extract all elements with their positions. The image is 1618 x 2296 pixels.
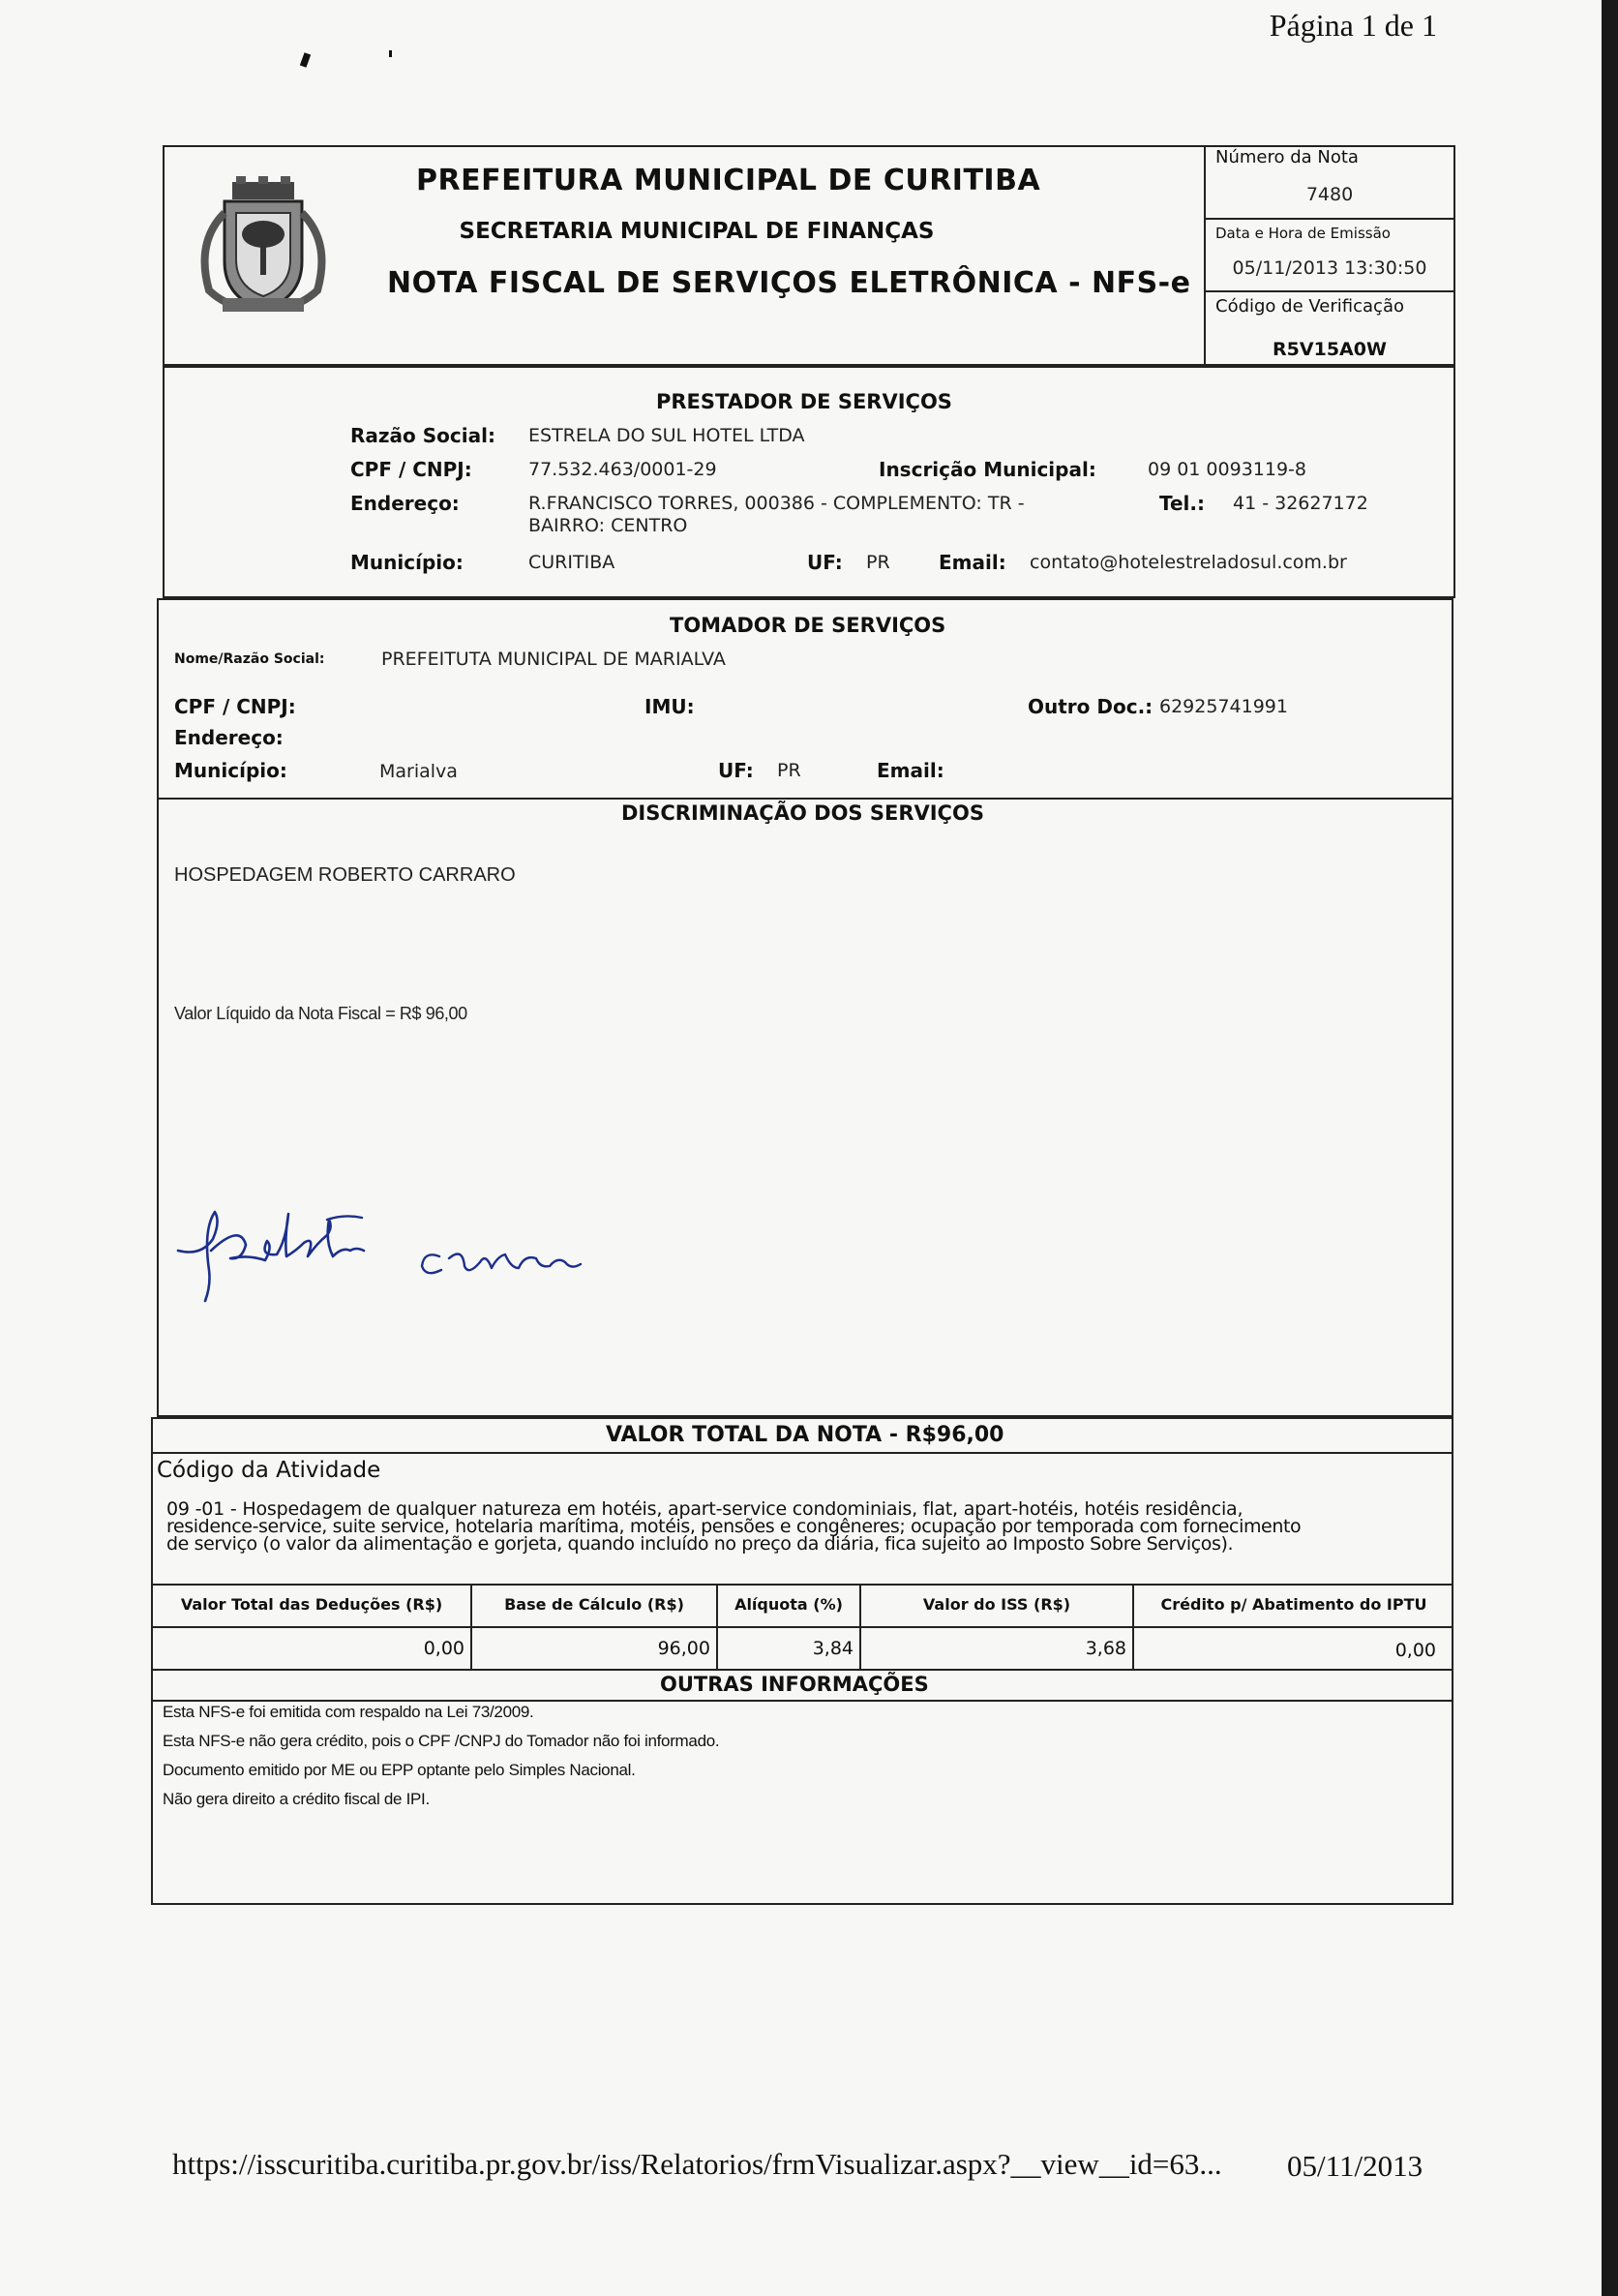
scan-speck	[389, 50, 392, 57]
tomador-imu-label: IMU:	[644, 695, 695, 718]
total-box	[151, 1417, 1453, 1905]
tomador-cnpj-label: CPF / CNPJ:	[174, 695, 296, 718]
inscricao-municipal-value: 09 01 0093119-8	[1148, 459, 1306, 480]
outras-informacoes-title: OUTRAS INFORMAÇÕES	[660, 1673, 929, 1696]
document-title: NOTA FISCAL DE SERVIÇOS ELETRÔNICA - NFS-e	[387, 266, 1191, 300]
tomador-title: TOMADOR DE SERVIÇOS	[670, 614, 946, 637]
inscricao-municipal-label: Inscrição Municipal:	[879, 458, 1096, 481]
prestador-municipio-value: CURITIBA	[528, 552, 615, 573]
header-aliquota: Alíquota (%)	[734, 1595, 843, 1614]
tomador-endereco-label: Endereço:	[174, 726, 284, 749]
info-line-3: Documento emitido por ME ou EPP optante pelo Simples Nacional.	[163, 1761, 636, 1779]
header-credito-iptu: Crédito p/ Abatimento do IPTU	[1160, 1595, 1427, 1614]
prestador-cnpj-value: 77.532.463/0001-29	[528, 459, 717, 480]
prestador-endereco-line1: R.FRANCISCO TORRES, 000386 - COMPLEMENTO: TR -	[528, 493, 1025, 514]
info-line-2: Esta NFS-e não gera crédito, pois o CPF /CNPJ do Tomador não foi informado.	[163, 1732, 720, 1750]
value-deducoes: 0,00	[423, 1638, 464, 1659]
prestador-title: PRESTADOR DE SERVIÇOS	[656, 390, 952, 413]
value-base-calculo: 96,00	[657, 1638, 710, 1659]
discriminacao-line2: Valor Líquido da Nota Fiscal = R$ 96,00	[174, 1004, 467, 1023]
prestador-uf-label: UF:	[807, 551, 843, 574]
page-title: PREFEITURA MUNICIPAL DE CURITIBA	[416, 164, 1041, 197]
outro-doc-value: 62925741991	[1159, 696, 1288, 717]
data-emissao-value: 05/11/2013 13:30:50	[1232, 257, 1427, 279]
discriminacao-title: DISCRIMINAÇÃO DOS SERVIÇOS	[621, 801, 984, 825]
prestador-endereco-label: Endereço:	[350, 492, 460, 515]
page-number: Página 1 de 1	[1269, 8, 1437, 43]
header-base-calculo: Base de Cálculo (R$)	[504, 1595, 684, 1614]
prestador-endereco-line2: BAIRRO: CENTRO	[528, 515, 688, 536]
numero-label: Número da Nota	[1215, 147, 1359, 167]
info-line-4: Não gera direito a crédito fiscal de IPI.	[163, 1790, 430, 1808]
tel-label: Tel.:	[1159, 492, 1206, 515]
tomador-uf-value: PR	[777, 760, 801, 781]
atividade-line3: de serviço (o valor da alimentação e gorjeta, quando incluído no preço da diária, fica sujeito ao Imposto Sobre Serviços).	[166, 1533, 1234, 1555]
atividade-line2: residence-service, suite service, hotelaria marítima, motéis, pensões e congêneres; ocupação por temporada com fornecimento	[166, 1516, 1302, 1537]
tomador-nome-label: Nome/Razão Social:	[174, 651, 325, 667]
value-iss: 3,68	[1085, 1638, 1126, 1659]
razao-social-label: Razão Social:	[350, 424, 495, 447]
tomador-email-label: Email:	[877, 759, 944, 782]
header-valor-iss: Valor do ISS (R$)	[922, 1595, 1071, 1614]
tomador-municipio-label: Município:	[174, 759, 287, 782]
tomador-uf-label: UF:	[718, 759, 754, 782]
prestador-uf-value: PR	[866, 552, 890, 573]
value-credito-iptu: 0,00	[1394, 1640, 1436, 1661]
header-divider	[1204, 145, 1206, 366]
footer-date: 05/11/2013	[1287, 2149, 1423, 2183]
prestador-email-label: Email:	[939, 551, 1006, 574]
discriminacao-line1: HOSPEDAGEM ROBERTO CARRARO	[174, 864, 516, 886]
codigo-atividade-label: Código da Atividade	[157, 1458, 381, 1483]
info-line-1: Esta NFS-e foi emitida com respaldo na Lei 73/2009.	[163, 1703, 534, 1721]
prestador-municipio-label: Município:	[350, 551, 464, 574]
tomador-municipio-value: Marialva	[379, 761, 458, 782]
value-aliquota: 3,84	[812, 1638, 854, 1659]
razao-social-value: ESTRELA DO SUL HOTEL LTDA	[528, 425, 805, 446]
outro-doc-label: Outro Doc.:	[1028, 695, 1154, 718]
numero-value: 7480	[1305, 184, 1354, 205]
footer-url: https://isscuritiba.curitiba.pr.gov.br/iss/Relatorios/frmVisualizar.aspx?__view__id=63...	[172, 2147, 1222, 2181]
curitiba-coat-of-arms-icon	[186, 174, 341, 319]
codigo-verificacao-label: Código de Verificação	[1215, 296, 1404, 317]
prestador-email-value: contato@hotelestreladosul.com.br	[1030, 552, 1347, 573]
atividade-line1: 09 -01 - Hospedagem de qualquer natureza em hotéis, apart-service condominiais, flat, apart-hotéis, hotéis residência,	[166, 1498, 1243, 1520]
header-deducoes: Valor Total das Deduções (R$)	[180, 1595, 443, 1614]
valor-total-nota: VALOR TOTAL DA NOTA - R$96,00	[606, 1423, 1004, 1447]
prestador-cnpj-label: CPF / CNPJ:	[350, 458, 472, 481]
tel-value: 41 - 32627172	[1233, 493, 1368, 514]
page-subtitle: SECRETARIA MUNICIPAL DE FINANÇAS	[459, 219, 935, 244]
scan-speck	[300, 52, 311, 68]
handwritten-signature	[172, 1200, 617, 1307]
data-emissao-label: Data e Hora de Emissão	[1215, 225, 1391, 242]
codigo-verificacao-value: R5V15A0W	[1273, 339, 1387, 360]
tomador-nome-value: PREFEITUTA MUNICIPAL DE MARIALVA	[381, 649, 726, 670]
